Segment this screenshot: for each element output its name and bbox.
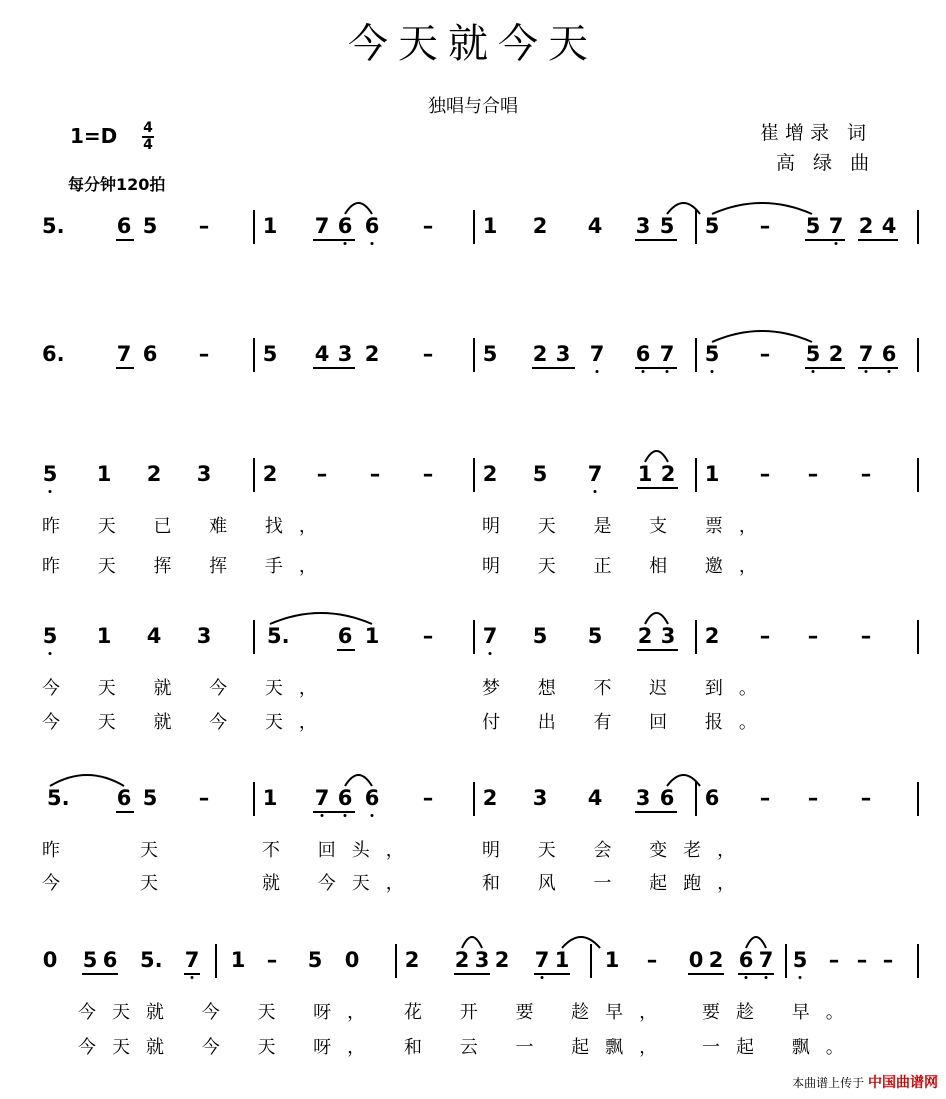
- beam-underline: [454, 973, 490, 975]
- slur: [270, 613, 372, 624]
- note: 1: [96, 462, 112, 486]
- lyric-line: 明 天 是 支 票，: [482, 516, 773, 537]
- composer: 高 绿 曲: [776, 152, 876, 174]
- dash: –: [759, 462, 771, 486]
- note: 5: [805, 214, 821, 238]
- note: 2: [482, 786, 498, 810]
- bar-line: [917, 338, 919, 372]
- note: 3: [474, 948, 490, 972]
- low-octave-dot: [371, 242, 374, 245]
- bar-line: [253, 210, 255, 244]
- bar-line: [473, 458, 475, 492]
- footer-text: 本曲谱上传于: [792, 1076, 865, 1090]
- note: 3: [555, 342, 571, 366]
- low-octave-dot: [49, 652, 52, 655]
- dash: –: [860, 624, 872, 648]
- note: 1: [482, 214, 498, 238]
- note: 5: [42, 624, 58, 648]
- low-octave-dot: [489, 652, 492, 655]
- beam-underline: [532, 367, 575, 369]
- note: 3: [196, 462, 212, 486]
- low-octave-dot: [835, 242, 838, 245]
- note: 0: [42, 948, 58, 972]
- bar-line: [917, 782, 919, 816]
- note: 6: [116, 214, 132, 238]
- dash: –: [759, 624, 771, 648]
- note: 3: [635, 214, 651, 238]
- lyric-line: 不 回头，: [262, 840, 420, 861]
- note: 6: [337, 214, 353, 238]
- note: 6: [142, 342, 158, 366]
- lyric-line: 和 风 一 起跑，: [482, 873, 752, 894]
- note: 6: [881, 342, 897, 366]
- slur: [562, 937, 600, 948]
- bar-line: [917, 458, 919, 492]
- bar-line: [473, 210, 475, 244]
- lyric-line: 昨 天 挥 挥 手，: [42, 556, 333, 577]
- lyric-line: 今 天 就 今 天，: [42, 712, 333, 733]
- beam-underline: [534, 973, 570, 975]
- note: 5: [805, 342, 821, 366]
- dash: –: [422, 786, 434, 810]
- note: 1: [262, 786, 278, 810]
- low-octave-dot: [799, 976, 802, 979]
- note: 2: [494, 948, 510, 972]
- dash: –: [759, 342, 771, 366]
- beam-underline: [337, 649, 355, 651]
- slur: [462, 937, 482, 948]
- dash: –: [198, 214, 210, 238]
- note: 5: [532, 624, 548, 648]
- note: 7: [828, 214, 844, 238]
- low-octave-dot: [191, 976, 194, 979]
- lyric-line: 昨: [42, 840, 76, 861]
- low-octave-dot: [888, 370, 891, 373]
- bar-line: [473, 620, 475, 654]
- dash: –: [198, 786, 210, 810]
- dash: –: [198, 342, 210, 366]
- dash: –: [882, 948, 894, 972]
- lyric-line: 一起 飘。: [702, 1037, 860, 1058]
- bar-line: [695, 620, 697, 654]
- beam-underline: [637, 487, 678, 489]
- lyric-line: 昨 天 已 难 找，: [42, 516, 333, 537]
- beam-underline: [635, 239, 677, 241]
- beam-underline: [313, 367, 355, 369]
- note: 7: [587, 462, 603, 486]
- bar-line: [590, 944, 592, 978]
- beam-underline: [805, 367, 845, 369]
- bar-line: [917, 620, 919, 654]
- note: 7: [758, 948, 774, 972]
- low-octave-dot: [642, 370, 645, 373]
- note: 5: [262, 342, 278, 366]
- slur: [345, 203, 372, 214]
- low-octave-dot: [594, 490, 597, 493]
- lyric-line: 要趁 早。: [702, 1002, 860, 1023]
- note: 4: [314, 342, 330, 366]
- note: 4: [146, 624, 162, 648]
- note: 6: [635, 342, 651, 366]
- note: 4: [587, 214, 603, 238]
- note: 2: [532, 342, 548, 366]
- dash: –: [422, 342, 434, 366]
- note: 5: [704, 214, 720, 238]
- note: 7: [482, 624, 498, 648]
- note: 2: [660, 462, 676, 486]
- low-octave-dot: [321, 814, 324, 817]
- lyric-line: 今 天 就 今 天，: [42, 678, 333, 699]
- bar-line: [695, 458, 697, 492]
- bar-line: [253, 782, 255, 816]
- note: 5: [587, 624, 603, 648]
- note: 2: [146, 462, 162, 486]
- note: 3: [337, 342, 353, 366]
- low-octave-dot: [596, 370, 599, 373]
- note: 5: [42, 462, 58, 486]
- beam-underline: [313, 239, 355, 241]
- dash: –: [856, 948, 868, 972]
- bar-line: [473, 782, 475, 816]
- note: 5.: [42, 214, 65, 238]
- dash: –: [759, 786, 771, 810]
- lyric-line: 和 云 一 起飘，: [404, 1037, 674, 1058]
- time-top: 4: [143, 120, 153, 136]
- note: 1: [96, 624, 112, 648]
- note: 1: [604, 948, 620, 972]
- lyric-line: 明 天 正 相 邀，: [482, 556, 773, 577]
- note: 6: [738, 948, 754, 972]
- time-bottom: 4: [143, 137, 153, 153]
- note: 7: [534, 948, 550, 972]
- note: 5: [142, 786, 158, 810]
- low-octave-dot: [344, 242, 347, 245]
- note: 1: [364, 624, 380, 648]
- note: 7: [858, 342, 874, 366]
- note: 6: [364, 786, 380, 810]
- note: 2: [532, 214, 548, 238]
- low-octave-dot: [344, 814, 347, 817]
- dash: –: [828, 948, 840, 972]
- beam-underline: [184, 973, 200, 975]
- note: 2: [637, 624, 653, 648]
- note: 5: [659, 214, 675, 238]
- note: 0: [688, 948, 704, 972]
- beam-underline: [637, 649, 678, 651]
- note: 5.: [140, 948, 163, 972]
- bar-line: [695, 210, 697, 244]
- footer-site: 中国曲谱网: [868, 1075, 938, 1091]
- subtitle: 独唱与合唱: [428, 96, 518, 117]
- note: 7: [314, 786, 330, 810]
- note: 2: [404, 948, 420, 972]
- lyric-line: 花 开 要 趁早，: [404, 1002, 674, 1023]
- note: 5: [307, 948, 323, 972]
- lyric-line: 今天就 今 天 呀，: [78, 1002, 382, 1023]
- dash: –: [807, 624, 819, 648]
- slur: [345, 775, 372, 786]
- note: 3: [532, 786, 548, 810]
- note: 4: [587, 786, 603, 810]
- slur: [712, 203, 812, 214]
- low-octave-dot: [49, 490, 52, 493]
- low-octave-dot: [371, 814, 374, 817]
- low-octave-dot: [765, 976, 768, 979]
- note: 2: [828, 342, 844, 366]
- lyric-line: 天: [140, 840, 174, 861]
- lyric-line: 今: [42, 873, 76, 894]
- beam-underline: [313, 811, 355, 813]
- note: 5: [82, 948, 98, 972]
- note: 7: [116, 342, 132, 366]
- lyric-line: 明 天 会 变老，: [482, 840, 752, 861]
- note: 1: [230, 948, 246, 972]
- bar-line: [917, 210, 919, 244]
- beam-underline: [805, 239, 845, 241]
- dash: –: [422, 462, 434, 486]
- beam-underline: [116, 811, 134, 813]
- slur: [645, 613, 668, 624]
- low-octave-dot: [666, 370, 669, 373]
- lyricist: 崔增录 词: [760, 122, 873, 144]
- note: 6: [116, 786, 132, 810]
- bar-line: [473, 338, 475, 372]
- bar-line: [253, 620, 255, 654]
- slur: [645, 451, 668, 462]
- note: 2: [708, 948, 724, 972]
- slur: [712, 331, 812, 342]
- lyric-line: 付 出 有 回 报。: [482, 712, 773, 733]
- dash: –: [860, 462, 872, 486]
- footer: [792, 1072, 938, 1092]
- note: 6.: [42, 342, 65, 366]
- dash: –: [422, 214, 434, 238]
- bar-line: [695, 338, 697, 372]
- lyric-line: 梦 想 不 迟 到。: [482, 678, 773, 699]
- tempo: 每分钟120拍: [68, 175, 166, 194]
- note: 3: [196, 624, 212, 648]
- note: 7: [314, 214, 330, 238]
- dash: –: [422, 624, 434, 648]
- note: 4: [881, 214, 897, 238]
- note: 5.: [267, 624, 290, 648]
- beam-underline: [858, 367, 898, 369]
- note: 5: [532, 462, 548, 486]
- note: 6: [102, 948, 118, 972]
- note: 6: [337, 786, 353, 810]
- low-octave-dot: [745, 976, 748, 979]
- beam-underline: [116, 367, 134, 369]
- bar-line: [395, 944, 397, 978]
- note: 5: [482, 342, 498, 366]
- dash: –: [369, 462, 381, 486]
- note: 1: [554, 948, 570, 972]
- beam-underline: [82, 973, 118, 975]
- note: 5: [704, 342, 720, 366]
- slur: [50, 775, 124, 786]
- dash: –: [316, 462, 328, 486]
- note: 5: [792, 948, 808, 972]
- note: 3: [660, 624, 676, 648]
- lyric-line: 就 今天，: [262, 873, 420, 894]
- page-title: 今天就今天: [348, 21, 598, 67]
- note: 1: [262, 214, 278, 238]
- low-octave-dot: [812, 370, 815, 373]
- note: 2: [858, 214, 874, 238]
- key-signature: 1=D: [70, 124, 118, 148]
- dash: –: [807, 462, 819, 486]
- dash: –: [807, 786, 819, 810]
- note: 6: [704, 786, 720, 810]
- bar-line: [215, 944, 217, 978]
- note: 2: [454, 948, 470, 972]
- note: 6: [337, 624, 353, 648]
- dash: –: [266, 948, 278, 972]
- dash: –: [759, 214, 771, 238]
- bar-line: [253, 458, 255, 492]
- low-octave-dot: [711, 370, 714, 373]
- note: 6: [659, 786, 675, 810]
- dash: –: [646, 948, 658, 972]
- beam-underline: [738, 973, 774, 975]
- note: 2: [704, 624, 720, 648]
- note: 2: [482, 462, 498, 486]
- bar-line: [785, 944, 787, 978]
- note: 3: [635, 786, 651, 810]
- note: 1: [704, 462, 720, 486]
- note: 0: [344, 948, 360, 972]
- note: 7: [589, 342, 605, 366]
- low-octave-dot: [541, 976, 544, 979]
- dash: –: [860, 786, 872, 810]
- bar-line: [917, 944, 919, 978]
- beam-underline: [858, 239, 898, 241]
- time-signature: [142, 121, 154, 153]
- note: 7: [184, 948, 200, 972]
- beam-underline: [635, 367, 677, 369]
- beam-underline: [688, 973, 724, 975]
- note: 5.: [47, 786, 70, 810]
- beam-underline: [635, 811, 677, 813]
- lyric-line: 天: [140, 873, 174, 894]
- low-octave-dot: [865, 370, 868, 373]
- beam-underline: [116, 239, 134, 241]
- note: 7: [659, 342, 675, 366]
- bar-line: [695, 782, 697, 816]
- note: 6: [364, 214, 380, 238]
- note: 1: [637, 462, 653, 486]
- note: 5: [142, 214, 158, 238]
- slur: [746, 937, 766, 948]
- note: 2: [364, 342, 380, 366]
- bar-line: [253, 338, 255, 372]
- lyric-line: 今天就 今 天 呀，: [78, 1037, 382, 1058]
- note: 2: [262, 462, 278, 486]
